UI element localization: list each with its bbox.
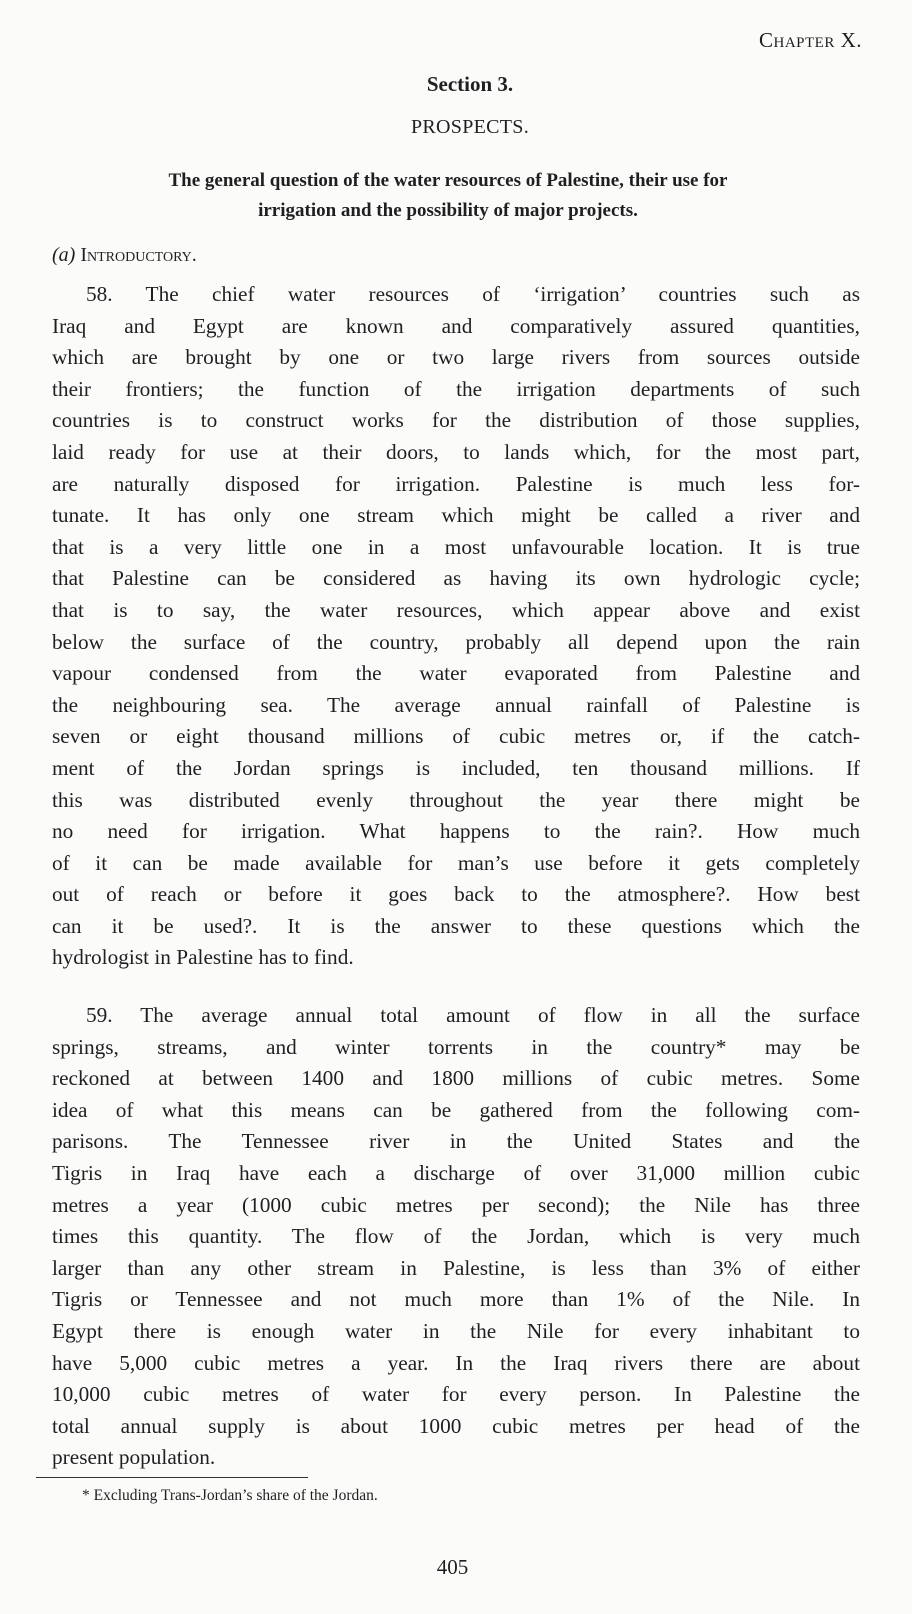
text-line: this was distributed evenly throughout the year there might be: [52, 787, 860, 812]
text-line: of it can be made available for man’s use before it gets completely: [52, 850, 860, 875]
text-line: Iraq and Egypt are known and comparatively assured quantities,: [52, 313, 860, 338]
subsection-heading: [52, 244, 197, 267]
text-line: larger than any other stream in Palestine, is less than 3% of either: [52, 1255, 860, 1280]
text-line: Egypt there is enough water in the Nile for every inhabitant to: [52, 1318, 860, 1343]
text-line: that is a very little one in a most unfavourable location. It is true: [52, 534, 860, 559]
footnote: * Excluding Trans-Jordan’s share of the Jordan.: [82, 1487, 378, 1504]
text-line: idea of what this means can be gathered from the following com-: [52, 1097, 860, 1122]
text-line: which are brought by one or two large rivers from sources outside: [52, 345, 860, 370]
section-heading: [36, 166, 860, 226]
text-line: Tigris in Iraq have each a discharge of over 31,000 million cubic: [52, 1160, 860, 1185]
section-number: Section 3.: [426, 72, 514, 96]
subsection-marker: (a): [52, 244, 76, 266]
text-line: that Palestine can be considered as having its own hydrologic cycle;: [52, 566, 860, 591]
text-line: 10,000 cubic metres of water for every person. In Palestine the: [52, 1382, 860, 1407]
page-number: 405: [436, 1555, 469, 1579]
text-line: present population.: [52, 1445, 216, 1470]
text-line: their frontiers; the function of the irrigation departments of such: [52, 376, 860, 401]
heading-line: The general question of the water resources of Palestine, their use for: [168, 170, 728, 191]
text-line: metres a year (1000 cubic metres per second); the Nile has three: [52, 1192, 860, 1217]
text-line: vapour condensed from the water evaporated from Palestine and: [52, 661, 860, 686]
footnote-divider: [36, 1477, 308, 1478]
text-line: 59. The average annual total amount of flow in all the surface: [86, 1003, 860, 1027]
text-line: reckoned at between 1400 and 1800 millions of cubic metres. Some: [52, 1066, 860, 1091]
chapter-header: Chapter X.: [758, 28, 862, 52]
text-line: the neighbouring sea. The average annual rainfall of Palestine is: [52, 692, 860, 717]
text-line: ment of the Jordan springs is included, ten thousand millions. If: [52, 755, 860, 780]
text-line: 58. The chief water resources of ‘irrigation’ countries such as: [86, 282, 860, 306]
heading-line: irrigation and the possibility of major projects.: [258, 200, 638, 221]
text-line: laid ready for use at their doors, to lands which, for the most part,: [52, 439, 860, 464]
paragraph-59: [52, 1000, 860, 1474]
text-line: that is to say, the water resources, which appear above and exist: [52, 597, 860, 622]
text-line: out of reach or before it goes back to the atmosphere?. How best: [52, 882, 860, 907]
text-line: can it be used?. It is the answer to these questions which the: [52, 913, 860, 938]
text-line: are naturally disposed for irrigation. Palestine is much less for-: [52, 471, 860, 496]
text-line: hydrologist in Palestine has to find.: [52, 945, 354, 970]
text-line: tunate. It has only one stream which might be called a river and: [52, 503, 860, 528]
text-line: no need for irrigation. What happens to the rain?. How much: [52, 819, 860, 844]
text-line: total annual supply is about 1000 cubic metres per head of the: [52, 1413, 860, 1438]
text-line: below the surface of the country, probably all depend upon the rain: [52, 629, 860, 654]
text-line: Tigris or Tennessee and not much more than 1% of the Nile. In: [52, 1287, 860, 1312]
text-line: parisons. The Tennessee river in the United States and the: [52, 1129, 860, 1154]
text-line: countries is to construct works for the distribution of those supplies,: [52, 408, 860, 433]
paragraph-58: [52, 279, 860, 974]
section-title: PROSPECTS.: [410, 116, 530, 138]
subsection-title: Introductory.: [80, 244, 197, 266]
text-line: springs, streams, and winter torrents in the country* may be: [52, 1034, 860, 1059]
text-line: have 5,000 cubic metres a year. In the Iraq rivers there are about: [52, 1350, 860, 1375]
text-line: times this quantity. The flow of the Jordan, which is very much: [52, 1224, 860, 1249]
text-line: seven or eight thousand millions of cubic metres or, if the catch-: [52, 724, 860, 749]
